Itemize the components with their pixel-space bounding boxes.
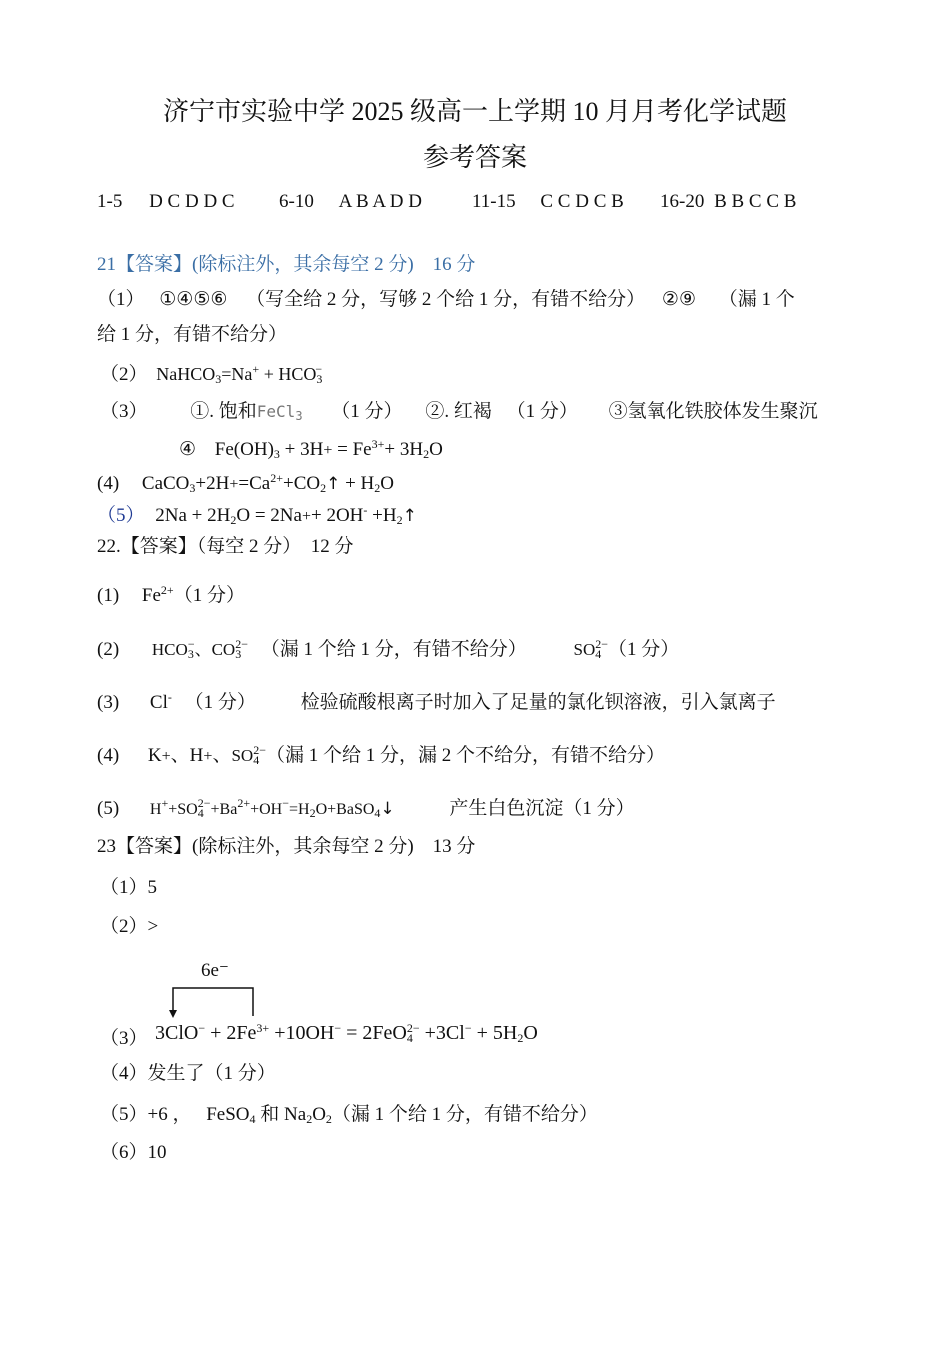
q22-p3-ion-text: Cl xyxy=(149,692,168,713)
q21-p3-answer-a: ①. 饱和 xyxy=(190,401,257,422)
q21-p3-part-d xyxy=(179,437,443,462)
mc-answer-group-2 xyxy=(279,191,422,214)
q21-part1 xyxy=(97,289,795,312)
mc-range-4: 16-20 xyxy=(660,191,705,212)
q23-heading: 23【答案】(除标注外，其余每空 2 分) 13 分 xyxy=(97,836,476,857)
q23-electron-count: 6e⁻ xyxy=(201,960,229,981)
q21-p1-note: （写全给 2 分，写够 2 个给 1 分，有错不给分） xyxy=(246,289,646,310)
mc-answers-2: A B A D D xyxy=(338,191,422,212)
mc-answer-group-3 xyxy=(472,191,624,214)
q22-part5 xyxy=(97,796,635,821)
q23-p3-label: （3） xyxy=(100,1028,148,1049)
q22-p3-reason: 检验硫酸根离子时加入了足量的氯化钡溶液，引入氯离子 xyxy=(300,692,776,713)
q21-p1-note2: （漏 1 个 xyxy=(718,289,795,310)
q22-part1 xyxy=(97,583,245,608)
q21-part3 xyxy=(100,401,818,424)
q22-p5-label: (5) xyxy=(97,798,120,819)
q21-p3-label: （3） xyxy=(100,401,148,422)
q22-p2-ions: $HCO_3^-$、$CO_3^{2-}$ xyxy=(151,637,248,661)
mc-answer-row xyxy=(97,191,235,214)
q21-p3-d-equation: $Fe(OH)_3 + 3H+ = Fe^{3+}+ 3H_2O$ xyxy=(214,437,443,461)
q21-p1-answer-a: ①④⑤⑥ xyxy=(159,289,228,310)
q22-p4-label: (4) xyxy=(97,745,120,766)
q21-p1-label: （1） xyxy=(97,289,145,310)
q22-p1-label: (1) xyxy=(97,585,120,606)
q22-part2 xyxy=(97,637,679,662)
q21-p5-equation: $2Na + 2H_2O = 2Na++ 2OH^-$ $+H_2↑$ xyxy=(155,503,417,527)
q22-p1-points: （1 分） xyxy=(173,585,245,606)
q21-p4-equation: $CaCO_3+2H+=Ca^{2+}+CO_2↑ + H_2O$ xyxy=(141,471,395,495)
q21-part2 xyxy=(100,362,322,387)
mc-answers-4: B B C C B xyxy=(714,191,797,212)
q23-p5-answer-a: （5）+6 ， xyxy=(100,1104,192,1125)
q23-part2: （2）> xyxy=(100,916,159,937)
q23-p5-feso4: FeSO$_4$ xyxy=(206,1104,256,1126)
q21-p3-fecl-text: FeCl xyxy=(256,402,296,421)
q21-p4-label: (4) xyxy=(97,473,120,494)
q23-electron-transfer-arrow xyxy=(165,984,265,1024)
q23-p5-note: （漏 1 个给 1 分，有错不给分） xyxy=(331,1104,598,1125)
q21-part5 xyxy=(97,503,417,528)
q21-p3-b-points: （1 分） xyxy=(506,401,578,422)
q21-p3-d-label: ④ xyxy=(179,439,197,460)
mc-answers-1: D C D D C xyxy=(149,191,235,212)
q21-p1-note3: 给 1 分，有错不给分） xyxy=(97,324,288,345)
q23-part4: （4）发生了（1 分） xyxy=(100,1063,276,1084)
q21-p2-equation: NaHCO$_3$=Na+ + $HCO_3^-$ xyxy=(156,362,323,386)
mc-range-2: 6-10 xyxy=(279,191,314,212)
mc-range-1: 1-5 xyxy=(97,191,123,212)
q23-p3-equation: $3ClO^- + 2Fe^{3+} +10OH^- = 2FeO_4^{2-} +3Cl^- + 5H_2O$ xyxy=(155,1021,538,1045)
page-subtitle: 参考答案 xyxy=(422,143,527,172)
q22-p4-ions: K+、H+、$SO_4^{2-}$ xyxy=(147,743,266,767)
q21-p3-answer-c: ③氢氧化铁胶体发生聚沉 xyxy=(608,401,818,422)
q22-part4 xyxy=(97,743,665,768)
q22-heading: 22.【答案】（每空 2 分） 12 分 xyxy=(97,536,354,557)
q21-p3-fecl3: FeCl$_3$ xyxy=(256,402,303,423)
q23-part6: （6）10 xyxy=(100,1142,167,1163)
q22-p5-equation: $H^++SO_4^{2-}+Ba^{2+}+OH^-=H_2O+BaSO_4↓$ xyxy=(149,796,395,820)
q23-p5-na2o2: $Na_2O_2$ xyxy=(284,1104,332,1126)
q21-p3-answer-b: ②. 红褐 xyxy=(425,401,492,422)
mc-answer-group-4 xyxy=(660,191,796,214)
mc-answers-3: C C D C B xyxy=(540,191,624,212)
q21-part4 xyxy=(97,471,394,496)
q22-part3 xyxy=(97,690,776,715)
q23-part5 xyxy=(100,1104,598,1127)
page-title: 济宁市实验中学 2025 级高一上学期 10 月月考化学试题 xyxy=(162,97,787,126)
q21-p2-label: （2） xyxy=(100,364,148,385)
q23-part3 xyxy=(100,1028,148,1051)
q22-p3-points: （1 分） xyxy=(184,692,256,713)
q21-p5-label: （5） xyxy=(97,505,145,526)
q21-p1-answer-b: ②⑨ xyxy=(661,289,696,310)
q23-part1: （1）5 xyxy=(100,877,158,898)
q22-p5-observation: 产生白色沉淀（1 分） xyxy=(449,798,635,819)
q22-p3-label: (3) xyxy=(97,692,120,713)
q22-p2-note: （漏 1 个给 1 分，有错不给分） xyxy=(260,639,527,660)
q22-p3-ion: Cl- xyxy=(149,690,172,713)
q22-p1-ion: $Fe^{2+}$ xyxy=(141,583,174,606)
q22-p4-note: （漏 1 个给 1 分，漏 2 个不给分，有错不给分） xyxy=(265,745,665,766)
mc-range-3: 11-15 xyxy=(472,191,516,212)
q22-p2-label: (2) xyxy=(97,639,120,660)
q21-heading: 21【答案】(除标注外，其余每空 2 分) 16 分 xyxy=(97,254,476,275)
q22-p2-sulfate: $SO_4^{2-}$ xyxy=(573,637,609,661)
q21-p3-a-points: （1 分） xyxy=(331,401,403,422)
q23-p5-and: 和 xyxy=(260,1104,280,1125)
q22-p2-points: （1 分） xyxy=(608,639,680,660)
